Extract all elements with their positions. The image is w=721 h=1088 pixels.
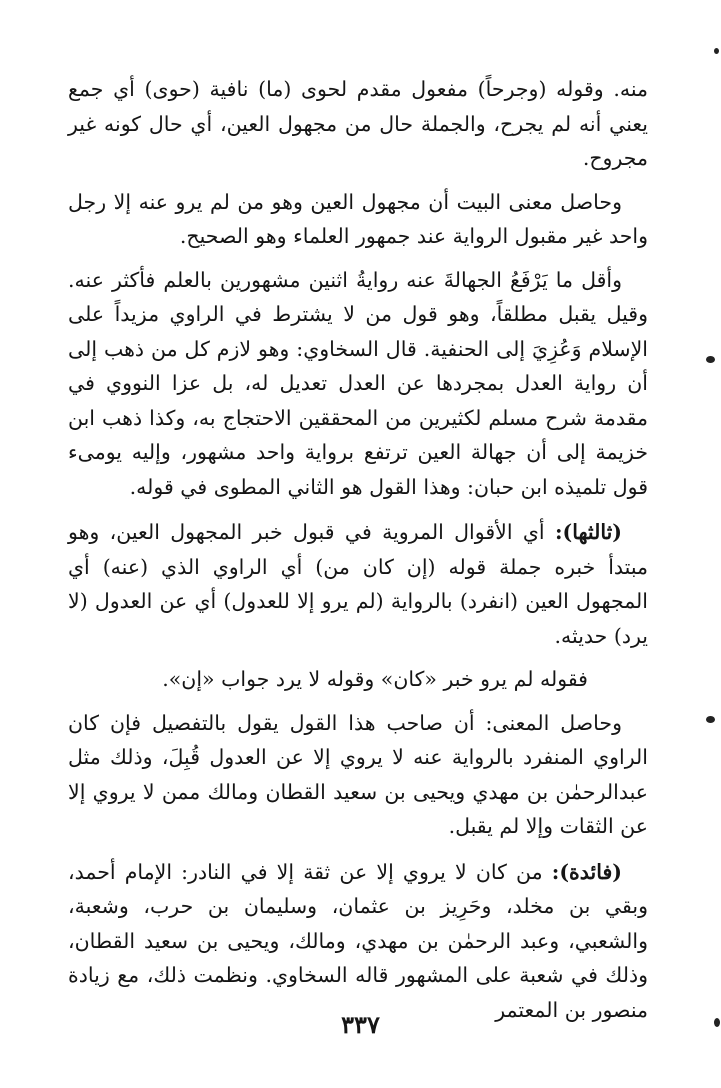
paragraph-3 bbox=[68, 263, 648, 505]
margin-mark bbox=[714, 48, 719, 54]
paragraph-5 bbox=[68, 662, 648, 697]
margin-mark bbox=[706, 716, 715, 723]
paragraph-text: وحاصل معنى البيت أن مجهول العين وهو من لم يرو عنه إلا رجل واحد غير مقبول الرواية عند جمهور العلماء وهو الصحيح. bbox=[68, 189, 648, 248]
paragraph-text: فقوله لم يرو خبر «كان» وقوله لا يرد جواب «إن». bbox=[162, 667, 588, 691]
paragraph-text: من كان لا يروي إلا عن ثقة إلا في النادر: الإمام أحمد، وبقي بن مخلد، وحَرِيز بن عثمان، وسليمان بن حرب، وشعبة، والشعبي، وعبد الرحمٰن بن مهدي، ومالك، ويحيى بن سعيد القطان، وذلك في شعبة على المشهور قاله السخاوي. ونظمت ذلك، مع زيادة منصور بن المعتمر bbox=[68, 859, 648, 1022]
page-body bbox=[68, 72, 648, 1027]
paragraph-text: وحاصل المعنى: أن صاحب هذا القول يقول بالتفصيل فإن كان الراوي المنفرد بالرواية عنه لا يروي إلا عن العدول قُبِلَ، وذلك مثل عبدالرحمٰن بن مهدي ويحيى بن سعيد القطان ومالك ممن لا يروي إلا عن الثقات وإلا لم يقبل. bbox=[68, 710, 648, 838]
paragraph-text: منه. وقوله (وجرحاً) مفعول مقدم لحوى (ما) نافية (حوى) أي جمع يعني أنه لم يجرح، والجملة حال من مجهول العين، أي حال كونه غير مجروح. bbox=[68, 77, 648, 170]
margin-mark bbox=[706, 356, 715, 363]
paragraph-label: (فائدة): bbox=[551, 859, 622, 884]
paragraph-2 bbox=[68, 185, 648, 254]
paragraph-1 bbox=[68, 72, 648, 176]
paragraph-6 bbox=[68, 706, 648, 844]
page-number: ٣٣٧ bbox=[341, 1010, 380, 1039]
paragraph-7 bbox=[68, 855, 648, 1028]
paragraph-4 bbox=[68, 515, 648, 653]
paragraph-text: وأقل ما يَرْفَعُ الجهالةَ عنه روايةُ اثنين مشهورين بالعلم فأكثر عنه. وقيل يقبل مطلقاً، وهو قول من لا يشترط في الراوي مزيداً على الإسلام وَعُزِيَ إلى الحنفية. قال السخاوي: وهو لازم كل من ذهب إلى أن رواية العدل بمجردها عن العدل تعديل له، بل عزا النووي في مقدمة شرح مسلم لكثيرين من المحققين الاحتجاج به، وكذا ذهب ابن خزيمة إلى أن جهالة العين ترتفع برواية واحد مشهور، وإليه يومىء قول تلميذه ابن حبان: وهذا القول هو الثاني المطوى في قوله. bbox=[68, 267, 648, 499]
paragraph-label: (ثالثها): bbox=[554, 520, 622, 544]
margin-mark bbox=[714, 1018, 720, 1027]
paragraph-text: أي الأقوال المروية في قبول خبر المجهول العين، وهو مبتدأ خبره جملة قوله (إن كان من) أي الراوي الذي (عنه) أي المجهول العين (انفرد) بالرواية (لم يرو إلا للعدول) أي عن العدول (لا يرد) حديثه. bbox=[68, 520, 648, 648]
